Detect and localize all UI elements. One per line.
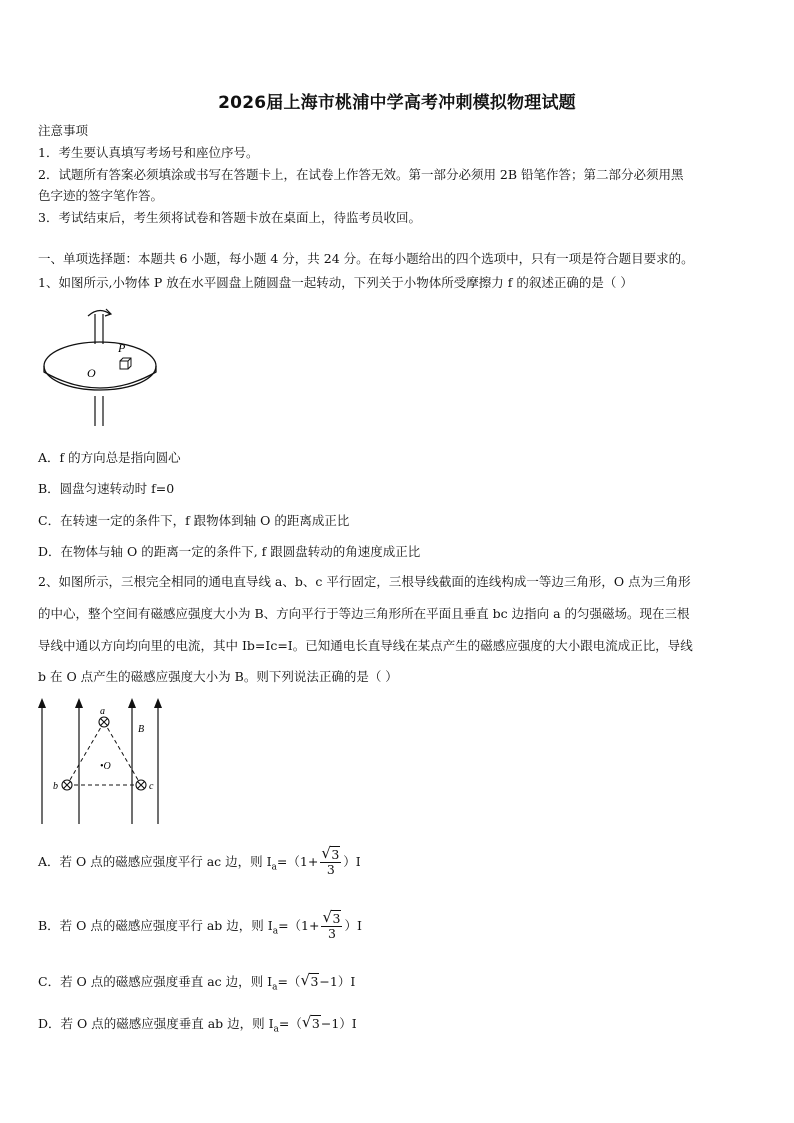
- label-p: P: [118, 341, 126, 355]
- fraction: √ 3 3: [322, 908, 341, 941]
- disc-edge: [44, 366, 156, 388]
- section-heading: 一、单项选择题：本题共 6 小题，每小题 4 分，共 24 分。在每小题给出的四个选项中，只有一项是符合题目要求的。: [38, 251, 694, 266]
- label-field-b: B: [138, 724, 145, 735]
- question-2-stem-line: 2、如图所示，三根完全相同的通电直导线 a、b、c 平行固定，三根导线截面的连线构成一等边三角形，O 点为三角形: [38, 574, 691, 589]
- field-arrow: [154, 698, 162, 708]
- label-center-o: •O: [100, 761, 111, 772]
- label-c: c: [149, 781, 154, 792]
- question-2-stem-line: 导线中通以方向均向里的电流，其中 Ib=Ic=I。已知通电长直导线在某点产生的磁感应强度的大小跟电流成正比，导线: [38, 638, 693, 653]
- rotating-disc-figure: [40, 304, 170, 429]
- sqrt: √ 3: [300, 971, 319, 989]
- q1-option-b: B．圆盘匀速转动时 f=0: [38, 481, 175, 496]
- field-arrow: [128, 698, 136, 708]
- q2-option-b: B．若 O 点的磁感应强度平行 ab 边，则 $I_a=(1+$ √ 3 3 ）I: [38, 908, 362, 941]
- notice-heading: 注意事项: [38, 123, 89, 138]
- object-p-box: [120, 361, 128, 369]
- notice-item: 2．试题所有答案必须填涂或书写在答题卡上，在试卷上作答无效。第一部分必须用 2B 铅笔作答；第二部分必须用黑: [38, 167, 684, 182]
- sqrt: √ 3: [301, 1013, 320, 1031]
- field-arrow: [38, 698, 46, 708]
- question-2-stem-line: b 在 O 点产生的磁感应强度大小为 B。则下列说法正确的是（ ）: [38, 669, 398, 684]
- notice-item: 色字迹的签字笔作答。: [38, 188, 164, 203]
- question-2-stem-line: 的中心，整个空间有磁感应强度大小为 B、方向平行于等边三角形所在平面且垂直 bc 边指向 a 的匀强磁场。现在三根: [38, 606, 690, 621]
- q1-option-a: A．f 的方向总是指向圆心: [38, 450, 181, 465]
- q1-option-c: C．在转速一定的条件下，f 跟物体到轴 O 的距离成正比: [38, 513, 350, 528]
- notice-item: 1．考生要认真填写考场号和座位序号。: [38, 145, 259, 160]
- wire-a-symbol: [99, 717, 109, 727]
- label-b: b: [53, 781, 58, 792]
- wire-c-symbol: [136, 780, 146, 790]
- wire-b-symbol: [62, 780, 72, 790]
- notice-item: 3．考试结束后，考生须将试卷和答题卡放在桌面上，待监考员收回。: [38, 210, 421, 225]
- q2-option-d: D．若 O 点的磁感应强度垂直 ab 边，则 $I_a=$（ √ 3−1）I: [38, 1013, 357, 1035]
- disc-top: [44, 342, 156, 390]
- q1-option-d: D．在物体与轴 O 的距离一定的条件下, f 跟圆盘转动的角速度成正比: [38, 544, 421, 559]
- fraction: √ 3 3: [321, 844, 340, 877]
- label-o: O: [87, 366, 96, 380]
- field-arrow: [75, 698, 83, 708]
- magnetic-field-figure: [34, 694, 174, 829]
- page-title: 2026届上海市桃浦中学高考冲刺模拟物理试题: [218, 93, 576, 113]
- object-p-box-depth: [120, 358, 131, 369]
- triangle-edge-ac: [104, 722, 141, 785]
- q2-option-c: C．若 O 点的磁感应强度垂直 ac 边，则 $I_a=$（ √ 3−1）I: [38, 971, 356, 993]
- label-a: a: [100, 706, 105, 717]
- question-1-stem: 1、如图所示,小物体 P 放在水平圆盘上随圆盘一起转动，下列关于小物体所受摩擦力 f 的叙述正确的是（ ）: [38, 275, 633, 290]
- triangle-edge-ab: [67, 722, 104, 785]
- q2-option-a: A．若 O 点的磁感应强度平行 ac 边，则 $I_a=(1+$ √ 3 3 ）I: [38, 844, 361, 877]
